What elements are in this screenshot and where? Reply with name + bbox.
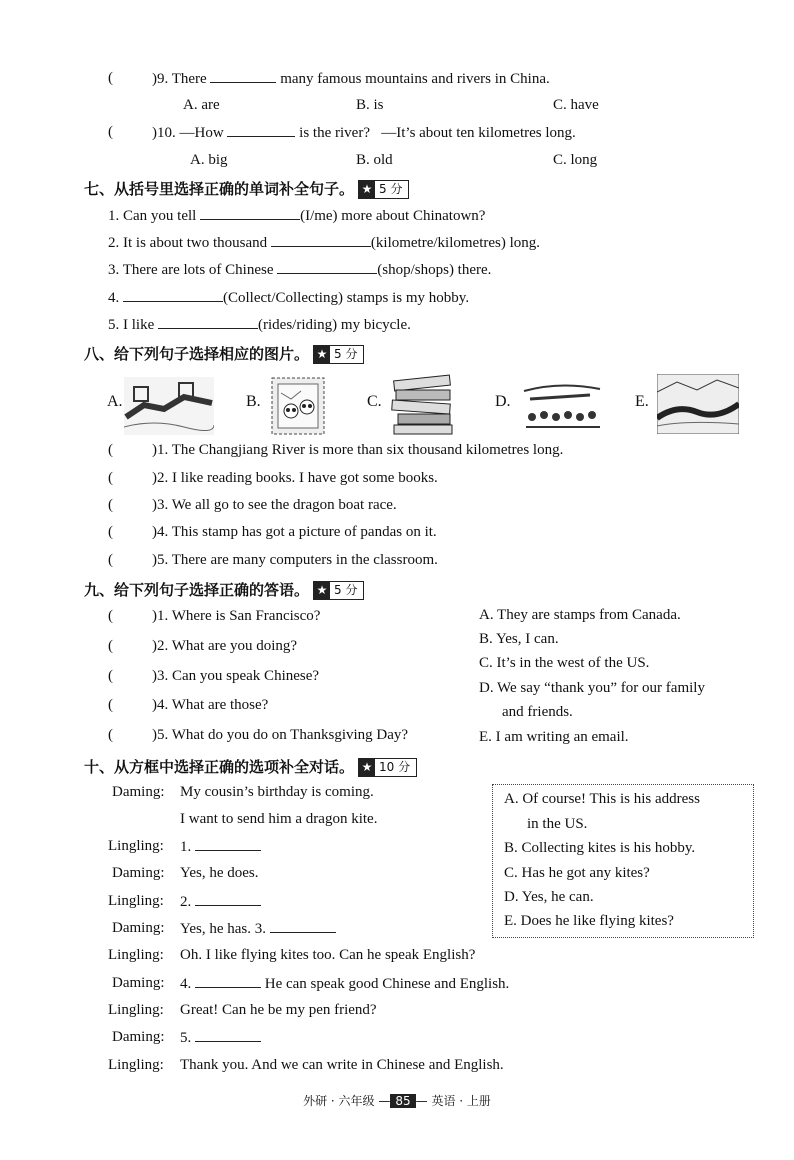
- answer-paren[interactable]: (: [108, 697, 113, 713]
- blank[interactable]: [270, 920, 336, 933]
- box-option-c: C. Has he got any kites?: [504, 865, 650, 881]
- answer-paren[interactable]: (: [108, 524, 113, 540]
- section-10-heading: 十、从方框中选择正确的选项补全对话。 ★ 10 分: [84, 756, 417, 777]
- option-a: A. are: [183, 97, 220, 113]
- star-icon: ★: [314, 346, 330, 363]
- picture-label-e: E.: [635, 393, 649, 410]
- box-option-a-cont: in the US.: [527, 816, 588, 832]
- picture-label-b: B.: [246, 393, 261, 410]
- question-10: )10. —How is the river? —It’s about ten kilometres long.: [152, 125, 576, 141]
- answer-paren[interactable]: (: [108, 497, 113, 513]
- panda-stamp-picture: [271, 377, 325, 435]
- fill-item-5: 5. I like (rides/riding) my bicycle.: [108, 317, 411, 333]
- blank[interactable]: [195, 838, 261, 851]
- page-number: 85: [390, 1094, 415, 1108]
- picture-label-d: D.: [495, 393, 511, 410]
- match-item-2: )2. I like reading books. I have got some books.: [152, 470, 438, 486]
- speaker: Daming:: [112, 784, 165, 800]
- star-icon: ★: [314, 582, 330, 599]
- question-item-4: )4. What are those?: [152, 697, 269, 713]
- dialog-line: Yes, he does.: [180, 865, 259, 881]
- dialog-line: Oh. I like flying kites too. Can he speak English?: [180, 947, 476, 963]
- blank[interactable]: [200, 207, 300, 220]
- dialog-line: 1.: [180, 838, 261, 856]
- box-option-b: B. Collecting kites is his hobby.: [504, 840, 696, 856]
- match-item-3: )3. We all go to see the dragon boat race.: [152, 497, 397, 513]
- dragon-boat-race-picture: [520, 375, 604, 435]
- speaker: Lingling:: [108, 838, 164, 854]
- blank[interactable]: [195, 975, 261, 988]
- score-badge: ★ 5 分: [313, 345, 364, 364]
- match-item-5: )5. There are many computers in the classroom.: [152, 552, 438, 568]
- fill-item-1: 1. Can you tell (I/me) more about Chinatown?: [108, 208, 486, 224]
- answer-option-c: C. It’s in the west of the US.: [479, 655, 650, 671]
- dialog-line: Great! Can he be my pen friend?: [180, 1002, 377, 1018]
- match-item-1: )1. The Changjiang River is more than six thousand kilometres long.: [152, 442, 564, 458]
- score-badge: ★ 5 分: [313, 581, 364, 600]
- answer-paren[interactable]: (: [108, 70, 113, 86]
- fill-item-3: 3. There are lots of Chinese (shop/shops) there.: [108, 262, 492, 278]
- question-9: )9. There many famous mountains and rivers in China.: [152, 71, 550, 87]
- speaker: Lingling:: [108, 1002, 164, 1018]
- section-7-heading: 七、从括号里选择正确的单词补全句子。 ★ 5 分: [84, 178, 409, 199]
- fill-item-4: 4. (Collect/Collecting) stamps is my hobby.: [108, 290, 470, 306]
- answer-paren[interactable]: (: [108, 470, 113, 486]
- star-icon: ★: [359, 759, 375, 776]
- box-option-d: D. Yes, he can.: [504, 889, 594, 905]
- dialog-line: 2.: [180, 893, 261, 911]
- picture-label-c: C.: [367, 393, 382, 410]
- answer-option-e: E. I am writing an email.: [479, 729, 629, 745]
- answer-paren[interactable]: (: [108, 124, 113, 140]
- dialog-line: 5.: [180, 1029, 261, 1047]
- star-icon: ★: [359, 181, 375, 198]
- answer-paren[interactable]: (: [108, 668, 113, 684]
- question-item-1: )1. Where is San Francisco?: [152, 608, 321, 624]
- dialog-line: 4. He can speak good Chinese and English.: [180, 976, 510, 992]
- blank[interactable]: [123, 289, 223, 302]
- question-item-5: )5. What do you do on Thanksgiving Day?: [152, 727, 409, 743]
- question-item-3: )3. Can you speak Chinese?: [152, 668, 320, 684]
- answer-option-b: B. Yes, I can.: [479, 631, 559, 647]
- river-picture: [657, 374, 739, 434]
- speaker: Daming:: [112, 1029, 165, 1045]
- answer-paren[interactable]: (: [108, 727, 113, 743]
- answer-option-d-cont: and friends.: [502, 704, 573, 720]
- speaker: Lingling:: [108, 947, 164, 963]
- section-8-heading: 八、给下列句子选择相应的图片。 ★ 5 分: [84, 343, 364, 364]
- score-badge: ★ 5 分: [358, 180, 409, 199]
- option-c: C. have: [553, 97, 599, 113]
- option-b: B. is: [356, 97, 384, 113]
- answer-paren[interactable]: (: [108, 552, 113, 568]
- box-option-a: A. Of course! This is his address: [504, 791, 700, 807]
- speaker: Lingling:: [108, 1057, 164, 1073]
- section-9-heading: 九、给下列句子选择正确的答语。 ★ 5 分: [84, 579, 364, 600]
- page-footer: 外研 · 六年级 — 85 — 英语 · 上册: [303, 1094, 491, 1108]
- answer-paren[interactable]: (: [108, 608, 113, 624]
- answer-option-d: D. We say “thank you” for our family: [479, 680, 705, 696]
- blank[interactable]: [195, 893, 261, 906]
- answer-option-a: A. They are stamps from Canada.: [479, 607, 681, 623]
- option-b: B. old: [356, 152, 393, 168]
- option-a: A. big: [190, 152, 228, 168]
- speaker: Daming:: [112, 865, 165, 881]
- books-picture: [390, 372, 456, 436]
- question-item-2: )2. What are you doing?: [152, 638, 298, 654]
- answer-paren[interactable]: (: [108, 442, 113, 458]
- option-c: C. long: [553, 152, 598, 168]
- speaker: Lingling:: [108, 893, 164, 909]
- blank[interactable]: [271, 234, 371, 247]
- dialog-line: I want to send him a dragon kite.: [180, 811, 378, 827]
- answer-paren[interactable]: (: [108, 638, 113, 654]
- speaker: Daming:: [112, 975, 165, 991]
- match-item-4: )4. This stamp has got a picture of pandas on it.: [152, 524, 437, 540]
- dialog-line: Yes, he has. 3.: [180, 920, 336, 938]
- dialog-line: Thank you. And we can write in Chinese and English.: [180, 1057, 504, 1073]
- score-badge: ★ 10 分: [358, 758, 417, 777]
- blank[interactable]: [277, 261, 377, 274]
- options-box: [492, 784, 754, 938]
- great-wall-picture: [124, 377, 214, 435]
- blank[interactable]: [158, 316, 258, 329]
- box-option-e: E. Does he like flying kites?: [504, 913, 674, 929]
- speaker: Daming:: [112, 920, 165, 936]
- dialog-line: My cousin’s birthday is coming.: [180, 784, 374, 800]
- picture-label-a: A.: [107, 393, 123, 410]
- blank[interactable]: [195, 1029, 261, 1042]
- fill-item-2: 2. It is about two thousand (kilometre/kilometres) long.: [108, 235, 541, 251]
